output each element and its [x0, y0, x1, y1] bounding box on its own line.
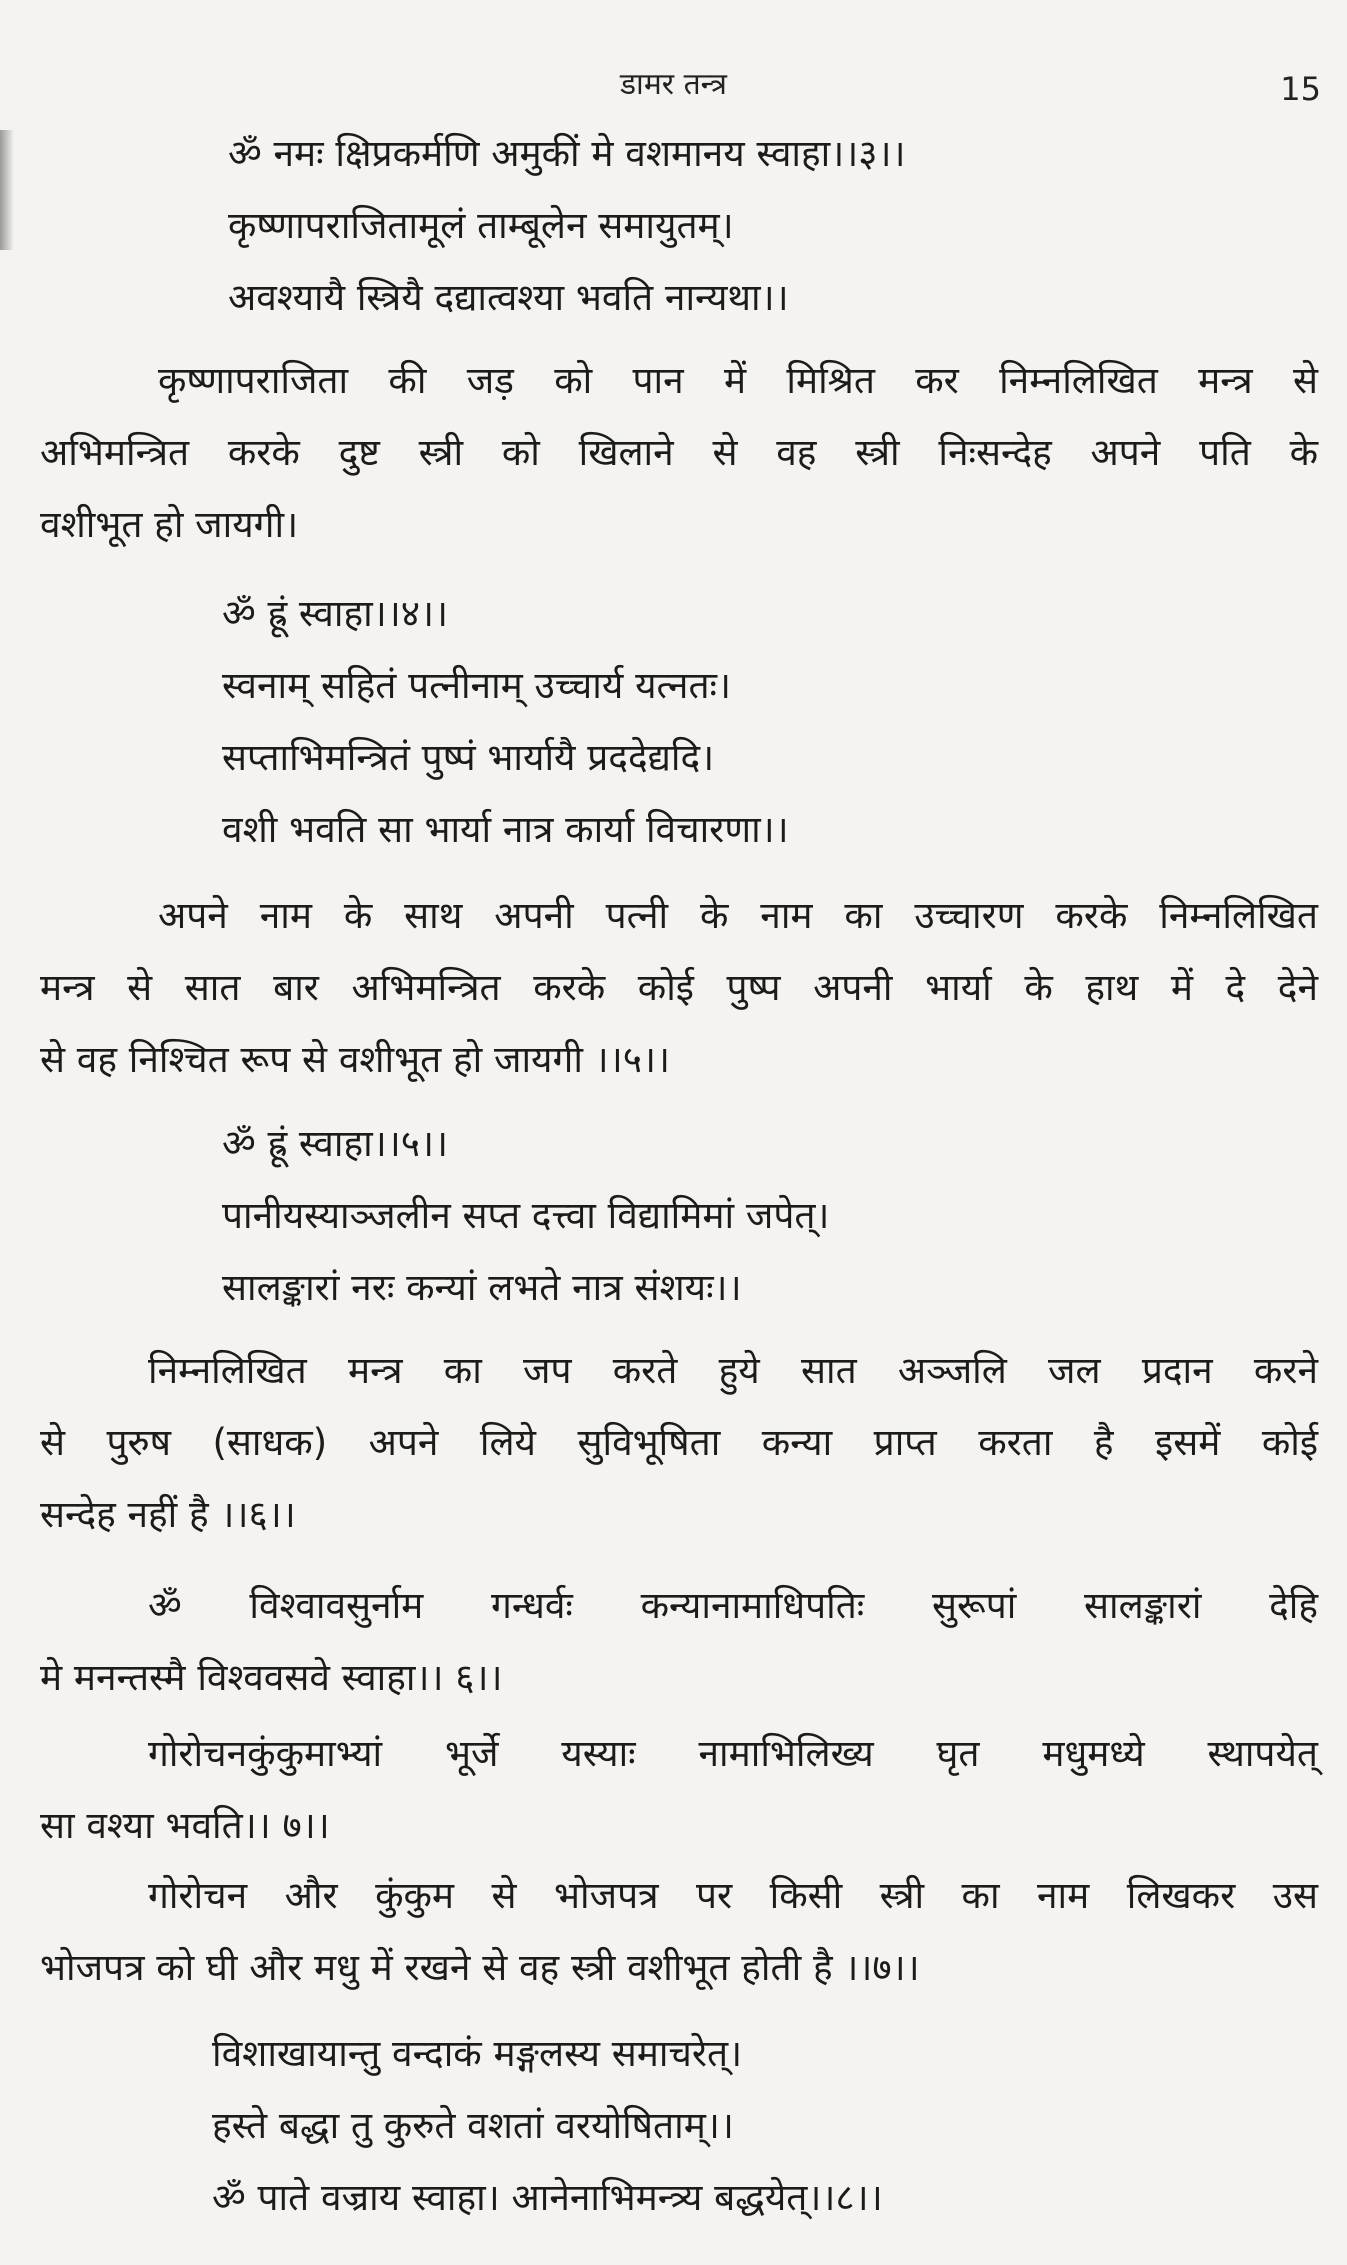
commentary-paragraph-4 — [40, 1860, 1318, 2004]
paragraph-line: मन्त्र से सात बार अभिमन्त्रित करके कोई पुष्प अपनी भार्या के हाथ में दे देने — [40, 966, 1318, 1009]
paragraph-line: अभिमन्त्रित करके दुष्ट स्त्री को खिलाने से वह स्त्री निःसन्देह अपने पति के — [40, 431, 1318, 474]
verse-block-1 — [0, 118, 1347, 334]
commentary-paragraph-3 — [40, 1335, 1318, 1551]
verse-line: ॐ पाते वज्राय स्वाहा। आनेनाभिमन्त्र्य बद्धयेत्।।८।। — [212, 2176, 883, 2219]
paragraph-line: अपने नाम के साथ अपनी पत्नी के नाम का उच्चारण करके निम्नलिखित — [158, 894, 1318, 937]
verse-line: विशाखायान्तु वन्दाकं मङ्गलस्य समाचरेत्। — [212, 2032, 743, 2075]
verse-line: अवश्यायै स्त्रियै दद्यात्वश्या भवति नान्यथा।। — [228, 276, 789, 319]
mantra-paragraph-6 — [40, 1570, 1318, 1714]
commentary-paragraph-1 — [40, 345, 1318, 561]
mantra-paragraph-7 — [40, 1718, 1318, 1862]
verse-line: सालङ्कारां नरः कन्यां लभते नात्र संशयः।। — [222, 1266, 742, 1309]
paragraph-line: वशीभूत हो जायगी। — [40, 503, 299, 546]
commentary-paragraph-2 — [40, 880, 1318, 1096]
verse-line: सप्ताभिमन्त्रितं पुष्पं भार्यायै प्रददेद्यदि। — [222, 736, 715, 779]
paragraph-line: सा वश्या भवति।। ७।। — [40, 1804, 330, 1847]
verse-block-2 — [0, 578, 1347, 866]
paragraph-line: भोजपत्र को घी और मधु में रखने से वह स्त्री वशीभूत होती है ।।७।। — [40, 1946, 920, 1989]
verse-block-3 — [0, 1108, 1347, 1324]
paragraph-line: ॐ विश्वावसुर्नाम गन्धर्वः कन्यानामाधिपतिः सुरूपां सालङ्कारां देहि — [148, 1584, 1318, 1627]
running-header: डामर तन्त्र — [620, 67, 727, 102]
verse-line: पानीयस्याञ्जलीन सप्त दत्त्वा विद्यामिमां जपेत्। — [222, 1194, 830, 1237]
verse-block-4 — [0, 2018, 1347, 2234]
paragraph-line: गोरोचनकुंकुमाभ्यां भूर्जे यस्याः नामाभिलिख्य घृत मधुमध्ये स्थापयेत् — [148, 1732, 1318, 1775]
verse-line: कृष्णापराजितामूलं ताम्बूलेन समायुतम्। — [228, 204, 734, 247]
page-number: 15 — [1280, 70, 1321, 108]
verse-line: स्वनाम् सहितं पत्नीनाम् उच्चार्य यत्नतः। — [222, 664, 732, 707]
verse-line: वशी भवति सा भार्या नात्र कार्या विचारणा।। — [222, 808, 789, 851]
paragraph-line: निम्नलिखित मन्त्र का जप करते हुये सात अञ्जलि जल प्रदान करने — [148, 1349, 1318, 1392]
paragraph-line: से वह निश्चित रूप से वशीभूत हो जायगी ।।५।। — [40, 1038, 670, 1081]
verse-line: हस्ते बद्धा तु कुरुते वशतां वरयोषिताम्।। — [212, 2104, 734, 2147]
paragraph-line: सन्देह नहीं है ।।६।। — [40, 1493, 296, 1536]
paragraph-line: मे मनन्तस्मै विश्ववसवे स्वाहा।। ६।। — [40, 1656, 503, 1699]
paragraph-line: गोरोचन और कुंकुम से भोजपत्र पर किसी स्त्री का नाम लिखकर उस — [148, 1874, 1318, 1917]
verse-line: ॐ ह्रूं स्वाहा।।४।। — [222, 592, 449, 635]
paragraph-line: कृष्णापराजिता की जड़ को पान में मिश्रित कर निम्नलिखित मन्त्र से — [158, 359, 1318, 402]
verse-line: ॐ नमः क्षिप्रकर्मणि अमुकीं मे वशमानय स्वाहा।।३।। — [228, 132, 906, 175]
paragraph-line: से पुरुष (साधक) अपने लिये सुविभूषिता कन्या प्राप्त करता है इसमें कोई — [40, 1421, 1318, 1464]
verse-line: ॐ ह्रूं स्वाहा।।५।। — [222, 1122, 449, 1165]
